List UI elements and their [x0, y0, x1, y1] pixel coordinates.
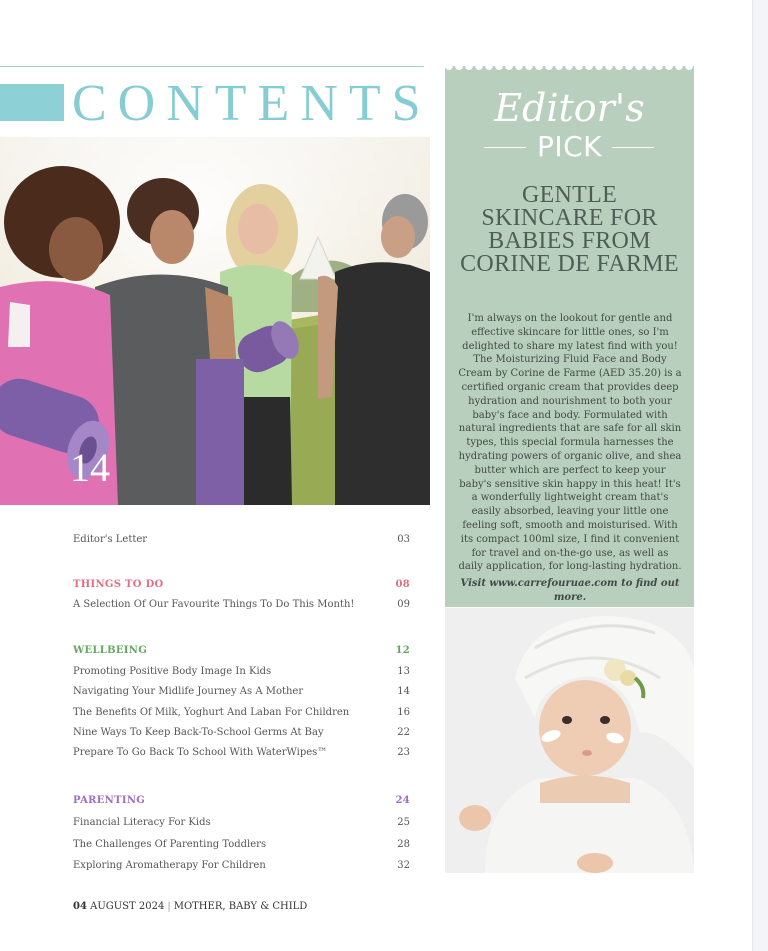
toc-section-page: 08: [395, 579, 410, 590]
pick-rule-right: [612, 147, 654, 148]
toc-entry-title: Prepare To Go Back To School With WaterWipes™: [73, 747, 328, 758]
toc-entry[interactable]: [73, 531, 410, 549]
toc-entry[interactable]: [73, 704, 410, 722]
toc-section-title: THINGS TO DO: [73, 579, 164, 590]
toc-section-title: WELLBEING: [73, 645, 148, 656]
editors-pick-body: I'm always on the lookout for gentle and effective skincare for little ones, so I'm delighted to share my latest find with you! The Moisturizing Fluid Face and Body Cream by Corine de Farme (AED 35.20) is a certified organic cream that provides deep hydration and nourishment to both your baby's face and body. Formulated with natural ingredients that are safe for all skin types, this special formula harnesses the hydrating powers of organic olive, and shea butter which are perfect to keep your baby's sensitive skin happy in this heat! It's a wonderfully lightweight cream that's easily absorbed, leaving your little one feeling soft, smooth and moisturised. With its compact 100ml size, I find it convenient for travel and on-the-go use, as well as daily application, for long-lasting hydration.: [458, 313, 682, 573]
toc-entry-page: 09: [397, 599, 410, 610]
toc-entry-title: A Selection Of Our Favourite Things To Do This Month!: [73, 599, 355, 610]
toc-section-page: 12: [395, 645, 410, 656]
scalloped-edge: [445, 66, 694, 74]
page-footer: [73, 899, 307, 915]
toc-entry[interactable]: [73, 663, 410, 681]
toc-entry[interactable]: [73, 744, 410, 762]
editors-pick-headline: GENTLE SKINCARE FOR BABIES FROM CORINE DE FARME: [460, 182, 679, 277]
toc-entry[interactable]: [73, 596, 410, 614]
toc-entry-page: 14: [397, 686, 410, 697]
toc-entry[interactable]: [73, 683, 410, 701]
page-title: CONTENTS: [72, 75, 432, 132]
editors-pick-visit-link[interactable]: Visit www.carrefouruae.com to find out more.: [460, 578, 680, 603]
footer-page-number: 04: [73, 901, 87, 912]
toc-section-wellbeing[interactable]: [73, 642, 410, 660]
toc-section-title: PARENTING: [73, 795, 146, 806]
toc-section-things-to-do[interactable]: [73, 576, 410, 594]
toc-entry-page: 25: [397, 817, 410, 828]
toc-section-parenting[interactable]: [73, 792, 410, 810]
hero-page-number: 14: [70, 445, 110, 490]
page-edge-strip: [752, 0, 768, 951]
toc-entry[interactable]: [73, 814, 410, 832]
footer-magazine-name: MOTHER, BABY & CHILD: [173, 901, 308, 912]
footer-date: AUGUST 2024: [90, 901, 165, 912]
toc-entry-page: 22: [397, 727, 410, 738]
toc-entry-title: Promoting Positive Body Image In Kids: [73, 666, 272, 677]
editors-script-title: Editor's: [494, 86, 645, 130]
hero-photo-women-with-yoga-mats: [0, 137, 430, 505]
toc-entry-title: Exploring Aromatherapy For Children: [73, 860, 266, 871]
toc-entry-page: 28: [397, 839, 410, 850]
toc-entry-page: 23: [397, 747, 410, 758]
toc-entry[interactable]: [73, 857, 410, 875]
toc-entry[interactable]: [73, 724, 410, 742]
toc-entry-page: 13: [397, 666, 410, 677]
toc-entry[interactable]: [73, 836, 410, 854]
toc-entry-page: 32: [397, 860, 410, 871]
header-accent-bar: [0, 84, 64, 121]
toc-entry-title: The Benefits Of Milk, Yoghurt And Laban For Children: [73, 707, 350, 718]
pick-label: PICK: [536, 130, 603, 163]
toc-entry-page: 03: [397, 534, 410, 545]
toc-entry-title: The Challenges Of Parenting Toddlers: [73, 839, 267, 850]
header-rule: [0, 66, 424, 67]
toc-entry-title: Navigating Your Midlife Journey As A Mother: [73, 686, 304, 697]
toc-entry-title: Nine Ways To Keep Back-To-School Germs At Bay: [73, 727, 324, 738]
toc-entry-title: Editor's Letter: [73, 534, 148, 545]
toc-section-page: 24: [395, 795, 410, 806]
toc-entry-page: 16: [397, 707, 410, 718]
toc-entry-title: Financial Literacy For Kids: [73, 817, 211, 828]
baby-with-towel-photo: [445, 608, 694, 873]
footer-separator: |: [167, 901, 171, 912]
